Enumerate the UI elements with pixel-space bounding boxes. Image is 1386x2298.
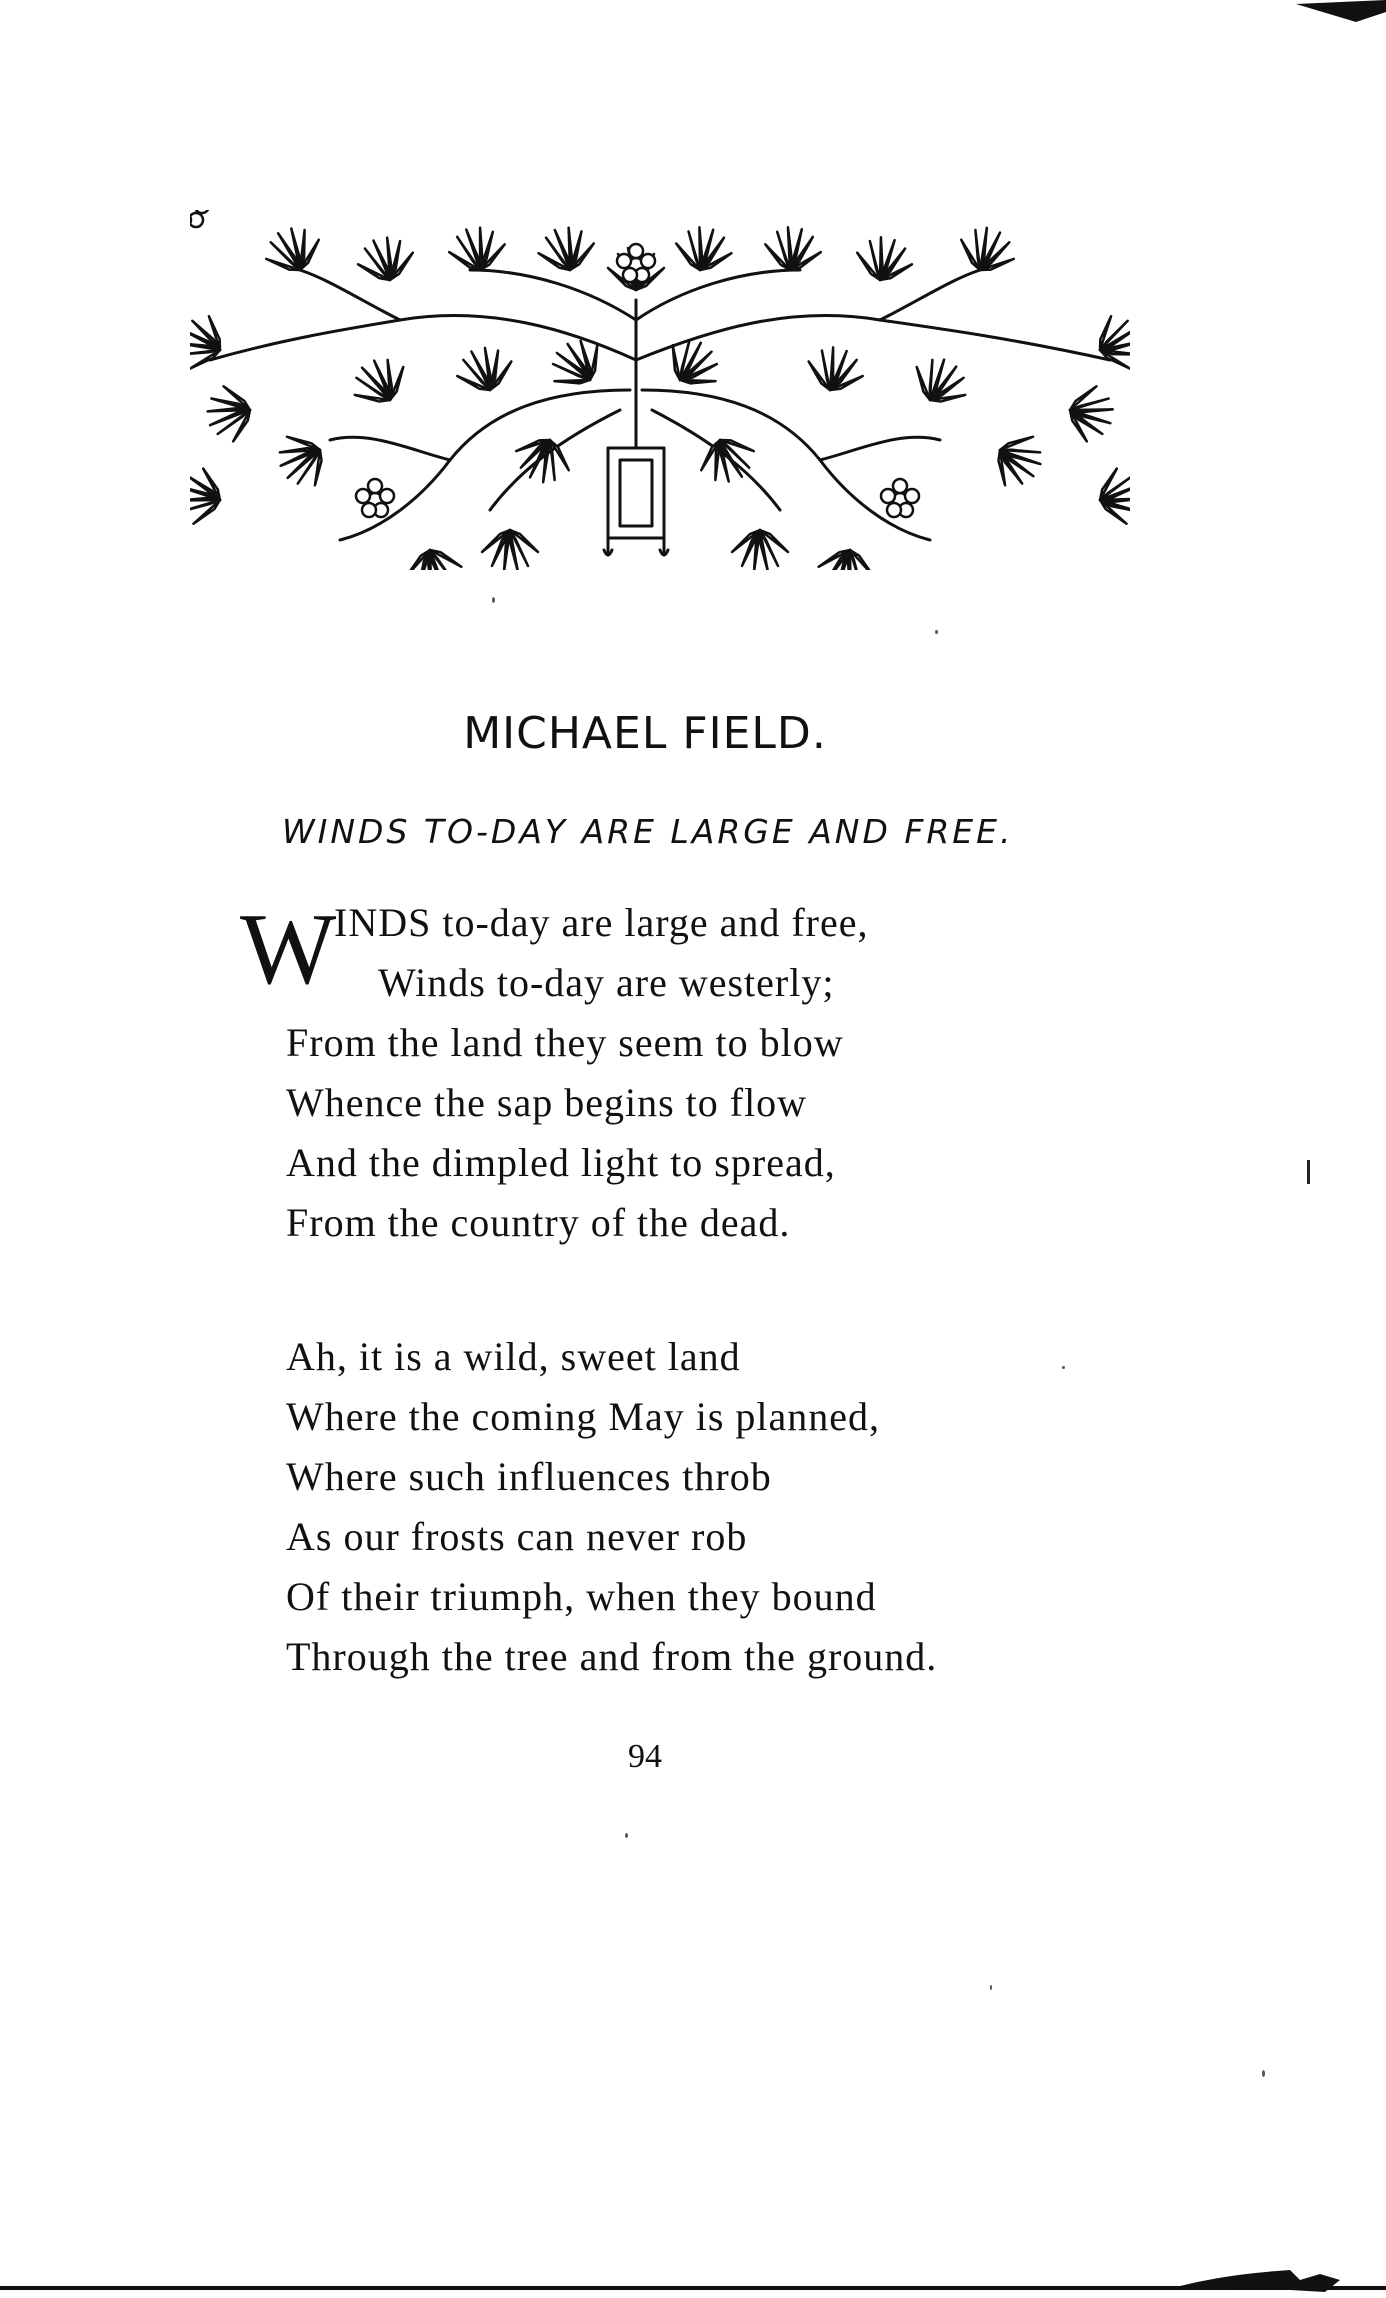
scan-speck: [990, 1985, 992, 1990]
poem-line: Winds to-day are westerly;: [378, 960, 835, 1005]
corner-arrow-mark-icon: [1296, 0, 1386, 30]
poem-line: As our frosts can never rob: [286, 1514, 748, 1559]
stanza-1: [240, 893, 869, 1253]
poem-title: WINDS TO-DAY ARE LARGE AND FREE.: [282, 812, 1014, 851]
author-heading: MICHAEL FIELD.: [463, 708, 827, 759]
poem-line: Of their triumph, when they bound: [286, 1574, 877, 1619]
scan-speck: [625, 1833, 628, 1838]
scan-speck: [935, 630, 938, 634]
drop-cap: W: [240, 893, 338, 1006]
page-number: 94: [628, 1738, 662, 1775]
margin-mark: [1307, 1160, 1310, 1184]
scan-speck: [1262, 2070, 1265, 2077]
poem-line: INDS to-day are large and free,: [334, 900, 869, 945]
poem-line: Where such influences throb: [286, 1454, 772, 1499]
poem-line: From the land they seem to blow: [286, 1020, 844, 1065]
floral-tree-headpiece-icon: [190, 210, 1130, 570]
poem-line: Ah, it is a wild, sweet land: [286, 1334, 741, 1379]
scan-speck: [1062, 1366, 1065, 1369]
poem-line: From the country of the dead.: [286, 1200, 791, 1245]
poem-line: Where the coming May is planned,: [286, 1394, 881, 1439]
poem-line: And the dimpled light to spread,: [286, 1140, 836, 1185]
poem-line: Whence the sap begins to flow: [286, 1080, 808, 1125]
poem-line: Through the tree and from the ground.: [286, 1634, 938, 1679]
scan-speck: [492, 597, 495, 603]
stanza-2: [286, 1327, 937, 1687]
bottom-edge-rule-icon: [0, 2252, 1386, 2298]
